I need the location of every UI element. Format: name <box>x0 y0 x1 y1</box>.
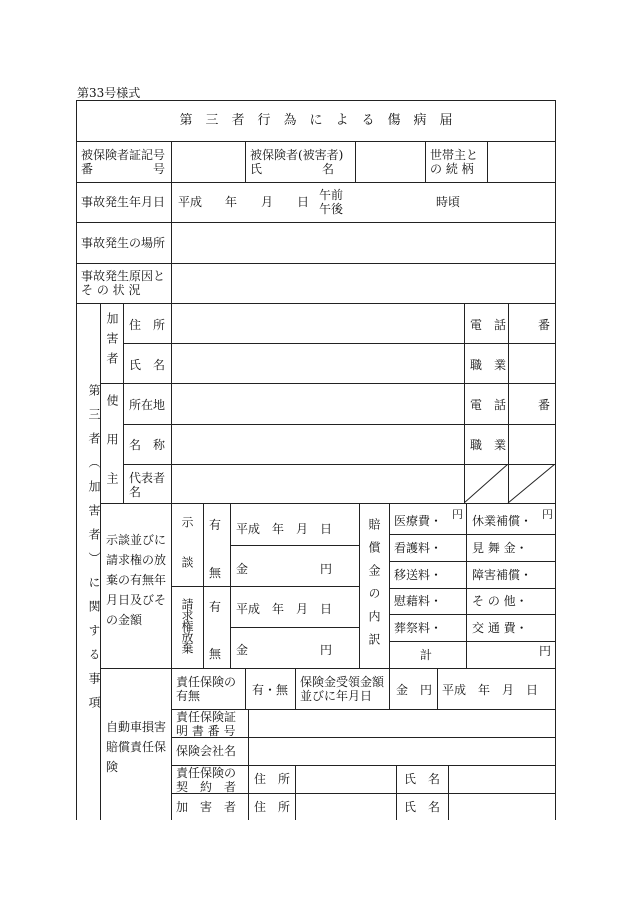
emp-rep-label: 代表者 名 <box>129 471 166 499</box>
item-right-0-yen: 円 <box>542 508 553 521</box>
insurance-label: 自動車損害 賠償責任保 険 <box>106 720 167 774</box>
employer-vertical-label <box>104 394 120 514</box>
item-left-3: 慰藉料・ <box>394 594 443 608</box>
jidan-no: 無 <box>209 566 222 580</box>
seikyu-text: 請求権放棄 <box>180 598 194 653</box>
ins-perp-name: 氏 名 <box>404 800 441 814</box>
perpetrator-text: 加害者 <box>105 312 119 372</box>
item-left-0-yen: 円 <box>452 508 463 521</box>
seikyu-yes: 有 <box>209 600 222 614</box>
date-month: 月 <box>261 195 274 209</box>
perp-address-label: 住 所 <box>129 318 166 332</box>
ins-company-label: 保険会社名 <box>176 744 237 758</box>
item-left-4: 葬祭料・ <box>394 621 443 635</box>
ins-contractor-name: 氏 名 <box>404 772 441 786</box>
card-number-label: 被保険者証記号 番 号 <box>81 148 166 176</box>
date-day: 日 <box>297 195 310 209</box>
item-right-2: 障害補償・ <box>472 568 533 582</box>
perp-job-label: 職 業 <box>470 358 507 372</box>
total-yen: 円 <box>539 644 552 658</box>
form-number: 第33号様式 <box>77 86 141 100</box>
breakdown-vertical <box>366 518 382 659</box>
item-right-1: 見 舞 金・ <box>472 541 528 555</box>
ins-contractor-label: 責任保険の 契 約 者 <box>176 766 237 794</box>
perp-name-label: 氏 名 <box>129 358 166 372</box>
perp-phone-label: 電 話 <box>470 318 507 332</box>
jidan-text: 示談 <box>180 516 194 596</box>
ins-paid-date: 平成 年 月 日 <box>442 683 539 697</box>
emp-phone-ban: 番 <box>538 398 551 412</box>
breakdown-text: 賠償金の内訳 <box>367 518 381 656</box>
accident-place-label: 事故発生の場所 <box>81 236 166 250</box>
third-party-side-label <box>80 384 101 730</box>
ins-has-label: 責任保険の 有無 <box>176 675 237 703</box>
jidan-yes: 有 <box>209 518 222 532</box>
item-right-4: 交 通 費・ <box>472 621 528 635</box>
perpetrator-vertical-label <box>104 312 120 375</box>
jidan-amount: 金 円 <box>236 562 333 576</box>
date-year: 年 <box>225 195 238 209</box>
seikyu-date: 平成 年 月 日 <box>236 602 333 616</box>
ins-cert-label: 責任保険証 明 書 番 号 <box>176 710 237 738</box>
insured-name-label: 被保険者(被害者) 氏 名 <box>250 148 344 176</box>
item-right-0: 休業補償・ <box>472 514 533 528</box>
item-left-0: 医療費・ <box>394 514 443 528</box>
item-left-2: 移送料・ <box>394 568 443 582</box>
ins-perp-label: 加 害 者 <box>176 800 237 814</box>
ins-contractor-address: 住 所 <box>254 772 291 786</box>
date-ampm: 午前 午後 <box>319 188 344 216</box>
accident-date-label: 事故発生年月日 <box>81 195 166 209</box>
ins-paid-amount: 金 円 <box>396 683 433 697</box>
accident-cause-label: 事故発生原因と そ の 状 況 <box>81 269 166 297</box>
emp-location-label: 所在地 <box>129 398 166 412</box>
emp-job-label: 職 業 <box>470 438 507 452</box>
date-time: 時頃 <box>436 195 461 209</box>
total-label: 計 <box>420 648 433 662</box>
emp-name-label: 名 称 <box>129 438 166 452</box>
perp-phone-ban: 番 <box>538 318 551 332</box>
ins-has-value: 有・無 <box>252 683 289 697</box>
emp-phone-label: 電 話 <box>470 398 507 412</box>
employer-text: 使用主 <box>105 394 119 511</box>
settlement-label: 示談並びに 請求権の放 棄の有無年 月日及びそ の金額 <box>106 533 167 627</box>
third-party-side-text: 第三者（加害者）に関する事項 <box>87 384 101 720</box>
date-era: 平成 <box>178 195 203 209</box>
seikyu-amount: 金 円 <box>236 643 333 657</box>
ins-perp-address: 住 所 <box>254 800 291 814</box>
relation-label: 世帯主と の 続 柄 <box>430 148 479 176</box>
ins-paid-label: 保険金受領金額 並びに年月日 <box>300 675 385 703</box>
jidan-vertical <box>179 516 195 599</box>
form-title: 第 三 者 行 為 に よ る 傷 病 届 <box>179 113 453 128</box>
item-left-1: 看護料・ <box>394 541 443 555</box>
jidan-date: 平成 年 月 日 <box>236 522 333 536</box>
item-right-3: そ の 他・ <box>472 594 528 608</box>
seikyu-vertical <box>179 598 195 656</box>
slash-marks <box>464 464 556 504</box>
seikyu-no: 無 <box>209 647 222 661</box>
